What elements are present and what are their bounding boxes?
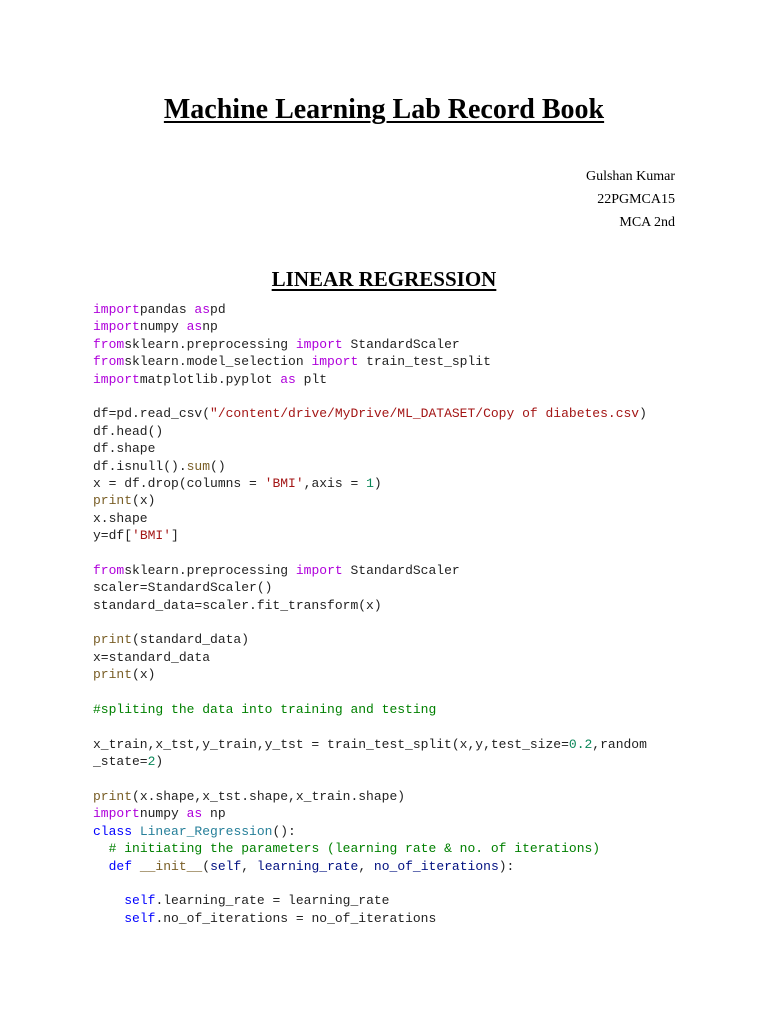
code-token: import <box>93 302 140 317</box>
code-token: .learning_rate = learning_rate <box>155 893 390 909</box>
code-token: import <box>311 354 359 370</box>
code-line <box>93 875 683 892</box>
section-heading: LINEAR REGRESSION <box>271 267 497 291</box>
code-token: as <box>194 302 211 317</box>
code-token: (): <box>272 823 296 839</box>
code-token: "/content/drive/MyDrive/ML_DATASET/Copy of diabetes.csv <box>210 406 640 422</box>
code-line <box>93 788 683 805</box>
code-token: () <box>210 458 226 474</box>
code-token: no_of_iterations <box>373 858 499 874</box>
code-token: # initiating the parameters (learning rate & no. of iterations) <box>100 841 601 857</box>
code-token: 2 <box>147 754 156 770</box>
code-token: self <box>124 910 156 926</box>
code-line <box>93 771 683 788</box>
code-token: (standard_data) <box>132 632 250 648</box>
code-token: #spliting the data into training and testing <box>93 701 437 717</box>
code-token: def <box>108 858 133 874</box>
author-class: MCA 2nd <box>619 215 675 230</box>
code-token: as <box>186 806 203 822</box>
code-token: StandardScaler <box>342 562 460 578</box>
code-token: (x) <box>132 667 156 683</box>
code-token: print <box>93 493 133 509</box>
code-token: sklearn.preprocessing <box>124 336 296 352</box>
code-line <box>93 892 683 909</box>
code-line <box>93 301 683 318</box>
code-token: y=df[ <box>93 528 133 544</box>
code-token: self <box>124 893 156 909</box>
code-token: print <box>93 632 133 648</box>
code-token: .no_of_iterations = no_of_iterations <box>155 910 437 926</box>
code-line <box>93 736 683 753</box>
code-token: 0.2 <box>568 736 593 752</box>
code-line <box>93 579 683 596</box>
code-token: from <box>93 336 125 352</box>
document-title: Machine Learning Lab Record Book <box>163 94 605 125</box>
code-token: x_train,x_tst,y_train,y_tst = train_test_split(x,y,test_size= <box>93 736 569 752</box>
code-token: from <box>93 562 125 578</box>
code-token: sum <box>186 458 211 474</box>
code-token: import <box>295 336 343 352</box>
code-token: import <box>93 319 140 335</box>
code-token: from <box>93 354 125 370</box>
code-line <box>93 562 683 579</box>
code-token <box>93 841 101 856</box>
code-token: __init__ <box>139 858 203 874</box>
code-token: numpy <box>139 806 187 822</box>
code-line <box>93 684 683 701</box>
code-line <box>93 527 683 544</box>
code-token: _state= <box>93 754 148 770</box>
code-token: (x.shape,x_tst.shape,x_train.shape) <box>132 788 406 804</box>
code-token: sklearn.preprocessing <box>124 562 296 578</box>
code-line <box>93 614 683 631</box>
code-token: np <box>202 806 226 822</box>
author-name: Gulshan Kumar <box>585 169 675 184</box>
code-token: plt <box>295 371 328 387</box>
code-token: x.shape <box>93 510 148 526</box>
code-token: StandardScaler <box>342 336 460 352</box>
code-token: scaler=StandardScaler() <box>93 580 273 596</box>
code-token <box>93 911 124 926</box>
code-token <box>93 859 109 874</box>
code-token: print <box>93 667 133 683</box>
code-token: df.head() <box>93 423 164 439</box>
code-block <box>93 301 683 927</box>
code-token <box>132 824 140 839</box>
code-token: x = df.drop(columns = <box>93 475 265 491</box>
code-token: ] <box>171 528 179 544</box>
code-token: x=standard_data <box>93 649 211 665</box>
code-line <box>93 631 683 648</box>
code-token: ) <box>639 406 647 422</box>
code-token: (x) <box>132 493 156 509</box>
author-block <box>586 165 675 234</box>
code-token: pandas <box>139 302 195 317</box>
code-line <box>93 423 683 440</box>
code-line <box>93 458 683 475</box>
code-line <box>93 910 683 927</box>
code-token: learning_rate <box>256 858 359 874</box>
code-token: self <box>210 858 242 874</box>
code-token: import <box>93 806 140 822</box>
code-line <box>93 753 683 770</box>
code-line <box>93 858 683 875</box>
code-line <box>93 597 683 614</box>
code-line <box>93 805 683 822</box>
code-token: matplotlib.pyplot <box>139 371 281 387</box>
code-token: 1 <box>366 475 374 491</box>
code-token: df.isnull(). <box>93 458 187 474</box>
code-token: sklearn.model_selection <box>124 354 312 370</box>
code-line <box>93 510 683 527</box>
code-token: as <box>186 319 203 335</box>
code-line <box>93 371 683 388</box>
code-line <box>93 840 683 857</box>
code-token: numpy <box>139 319 187 335</box>
code-token: np <box>202 319 218 335</box>
code-line <box>93 544 683 561</box>
code-token: Linear_Regression <box>139 823 273 839</box>
code-token: 'BMI' <box>132 528 172 544</box>
code-line <box>93 475 683 492</box>
code-token: train_test_split <box>358 354 491 370</box>
code-token: df.shape <box>93 441 156 457</box>
code-token <box>93 893 124 908</box>
code-line <box>93 666 683 683</box>
code-token: ( <box>202 858 211 874</box>
code-line <box>93 388 683 405</box>
code-line <box>93 701 683 718</box>
code-token: 'BMI' <box>264 475 304 491</box>
code-token: ) <box>373 475 382 491</box>
code-token <box>132 859 140 874</box>
code-token: ) <box>155 754 164 770</box>
code-line <box>93 336 683 353</box>
code-line <box>93 405 683 422</box>
code-token: ,axis = <box>303 475 367 491</box>
code-line <box>93 318 683 335</box>
code-token: class <box>93 823 133 839</box>
code-token: ): <box>498 858 515 874</box>
code-line <box>93 718 683 735</box>
code-token: standard_data=scaler.fit_transform(x) <box>93 597 382 613</box>
code-line <box>93 353 683 370</box>
code-line <box>93 823 683 840</box>
code-line <box>93 440 683 457</box>
author-roll-number: 22PGMCA15 <box>597 192 675 207</box>
code-line <box>93 649 683 666</box>
code-token: as <box>280 371 296 387</box>
code-token: import <box>93 371 140 387</box>
code-token: pd <box>210 302 226 317</box>
code-token: df=pd.read_csv( <box>93 406 211 422</box>
code-line <box>93 492 683 509</box>
code-token: ,random <box>592 736 647 752</box>
code-token: print <box>93 788 133 804</box>
code-token: import <box>295 562 343 578</box>
code-token: , <box>358 858 374 874</box>
code-token: , <box>241 858 257 874</box>
